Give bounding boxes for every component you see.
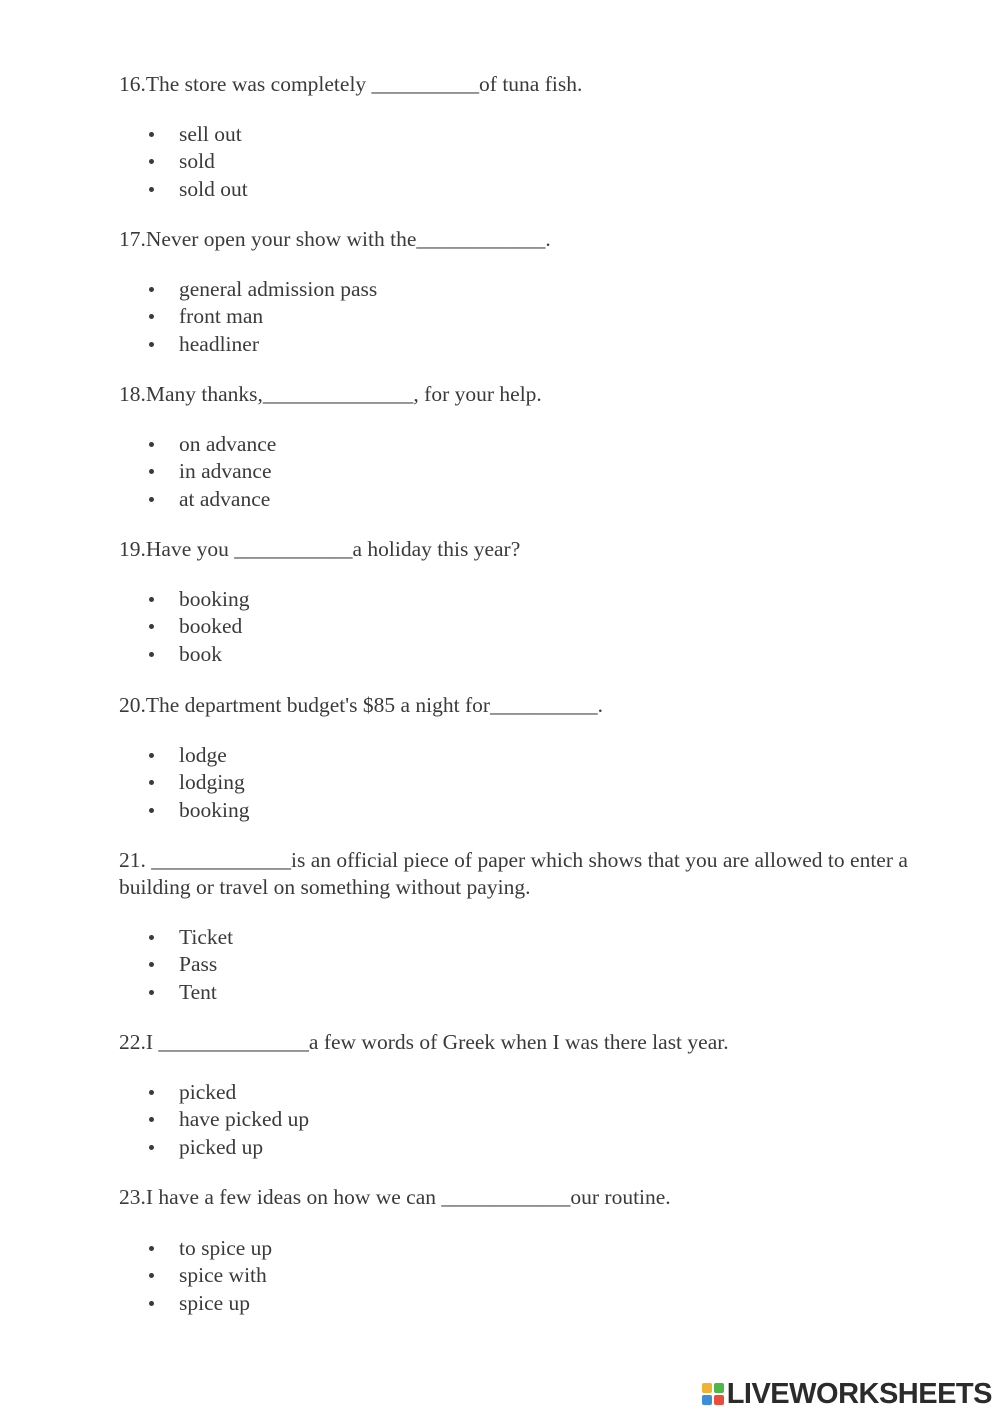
options-21: [179, 924, 233, 1006]
bullet-icon: [149, 1301, 154, 1306]
option[interactable]: lodging: [179, 769, 249, 796]
question-16: 16.The store was completely __________of tuna fish.: [119, 72, 583, 96]
bullet-icon: [149, 497, 154, 502]
bullet-icon: [149, 132, 154, 137]
bullet-icon: [149, 753, 154, 758]
bullet-icon: [149, 652, 154, 657]
bullet-icon: [149, 159, 154, 164]
bullet-icon: [149, 1090, 154, 1095]
option[interactable]: Tent: [179, 979, 233, 1006]
bullet-icon: [149, 962, 154, 967]
logo-icon: [702, 1383, 724, 1405]
question-18: 18.Many thanks,______________, for your help.: [119, 382, 542, 406]
question-19: 19.Have you ___________a holiday this year?: [119, 537, 521, 561]
bullet-icon: [149, 1246, 154, 1251]
logo-square-icon: [702, 1395, 712, 1405]
option[interactable]: book: [179, 641, 249, 668]
option[interactable]: on advance: [179, 431, 276, 458]
option[interactable]: to spice up: [179, 1235, 272, 1262]
option[interactable]: booked: [179, 613, 249, 640]
option[interactable]: have picked up: [179, 1106, 309, 1133]
logo-square-icon: [702, 1383, 712, 1393]
bullet-icon: [149, 187, 154, 192]
option[interactable]: spice up: [179, 1290, 272, 1317]
question-20: 20.The department budget's $85 a night for__________.: [119, 693, 603, 717]
bullet-icon: [149, 624, 154, 629]
liveworksheets-logo: [702, 1376, 992, 1412]
bullet-icon: [149, 1117, 154, 1122]
option[interactable]: general admission pass: [179, 276, 377, 303]
question-23: 23.I have a few ideas on how we can ____________our routine.: [119, 1185, 671, 1209]
option[interactable]: lodge: [179, 742, 249, 769]
bullet-icon: [149, 1273, 154, 1278]
bullet-icon: [149, 314, 154, 319]
option[interactable]: sold out: [179, 176, 248, 203]
brand-name: LIVEWORKSHEETS: [726, 1378, 992, 1410]
option[interactable]: spice with: [179, 1262, 272, 1289]
bullet-icon: [149, 1145, 154, 1150]
option[interactable]: at advance: [179, 486, 276, 513]
options-22: [179, 1079, 309, 1161]
option[interactable]: booking: [179, 586, 249, 613]
options-16: [179, 121, 248, 203]
bullet-icon: [149, 442, 154, 447]
options-23: [179, 1235, 272, 1317]
option[interactable]: booking: [179, 797, 249, 824]
bullet-icon: [149, 990, 154, 995]
question-22: 22.I ______________a few words of Greek when I was there last year.: [119, 1030, 729, 1054]
bullet-icon: [149, 342, 154, 347]
option[interactable]: picked up: [179, 1134, 309, 1161]
bullet-icon: [149, 780, 154, 785]
bullet-icon: [149, 287, 154, 292]
bullet-icon: [149, 808, 154, 813]
logo-square-icon: [714, 1395, 724, 1405]
option[interactable]: Pass: [179, 951, 233, 978]
bullet-icon: [149, 935, 154, 940]
option[interactable]: Ticket: [179, 924, 233, 951]
options-19: [179, 586, 249, 668]
option[interactable]: picked: [179, 1079, 309, 1106]
options-18: [179, 431, 276, 513]
option[interactable]: sell out: [179, 121, 248, 148]
bullet-icon: [149, 597, 154, 602]
option[interactable]: front man: [179, 303, 377, 330]
option[interactable]: sold: [179, 148, 248, 175]
option[interactable]: in advance: [179, 458, 276, 485]
logo-square-icon: [714, 1383, 724, 1393]
options-17: [179, 276, 377, 358]
question-17: 17.Never open your show with the____________.: [119, 227, 551, 251]
option[interactable]: headliner: [179, 331, 377, 358]
options-20: [179, 742, 249, 824]
question-21: 21. _____________is an official piece of paper which shows that you are allowed to enter a building or travel on something without paying.: [119, 848, 914, 899]
bullet-icon: [149, 469, 154, 474]
